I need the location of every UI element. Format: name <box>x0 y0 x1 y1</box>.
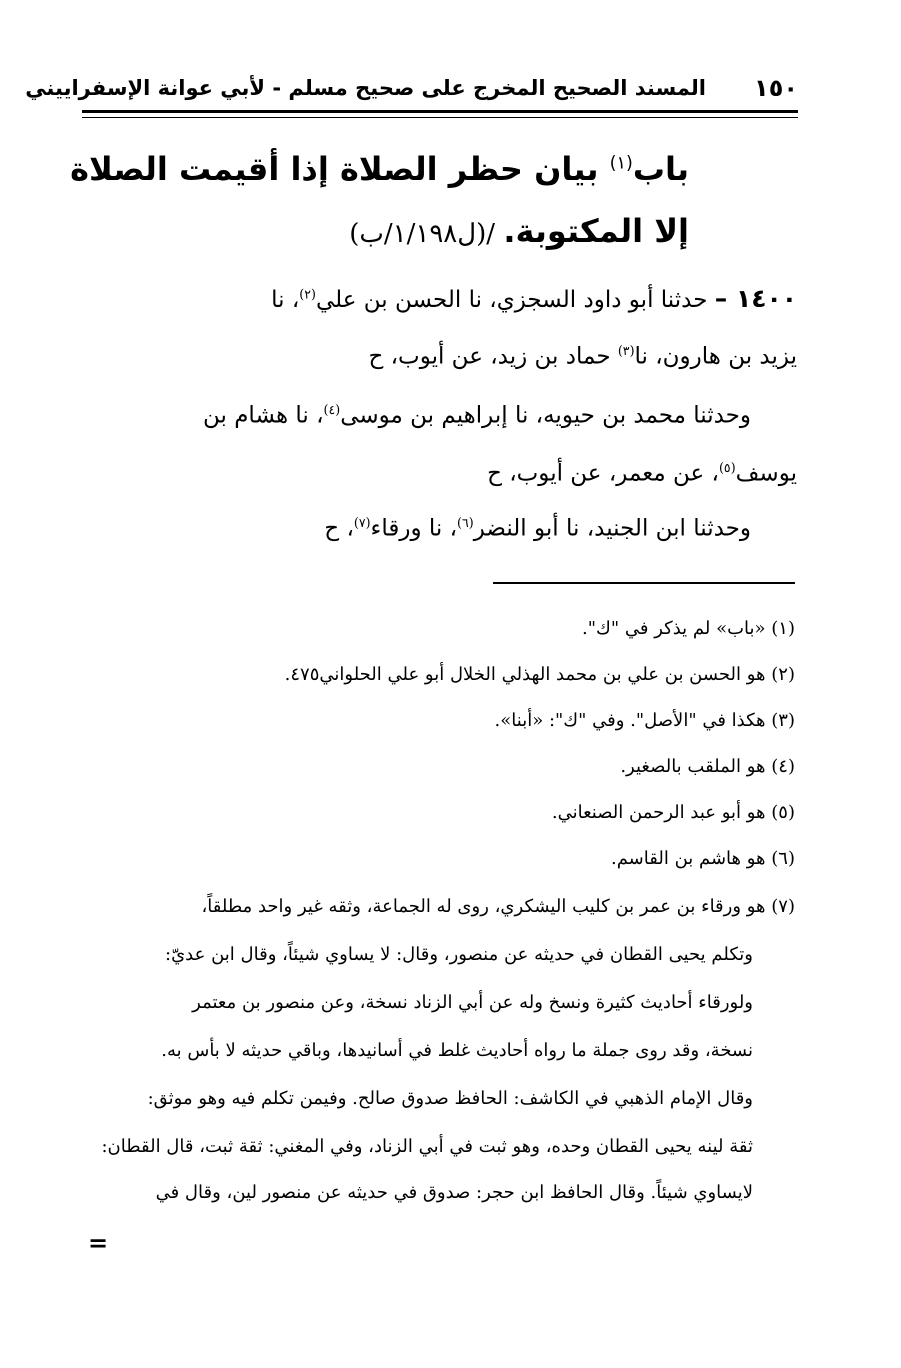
continuation-mark: = <box>88 1228 109 1257</box>
hadith-text: حدثنا أبو داود السجزي، نا الحسن بن علي <box>315 287 708 313</box>
footnote-7-line: وتكلم يحيى القطان في حديثه عن منصور، وقال: لا يساوي شيئاً، وقال ابن عديّ: <box>165 944 753 965</box>
chapter-title-line1 <box>69 150 689 188</box>
hadith-text: وحدثنا ابن الجنيد، نا أبو النضر <box>473 515 751 542</box>
chapter-title-text: بيان حظر الصلاة إذا أقيمت الصلاة <box>70 150 610 188</box>
hadith-line-1 <box>77 284 797 313</box>
footnote-7-line: لايساوي شيئاً. وقال الحافظ ابن حجر: صدوق في حديثه عن منصور لين، وقال في <box>155 1182 753 1203</box>
footnote-7-line: وقال الإمام الذهبي في الكاشف: الحافظ صدوق صالح. وفيمن تكلم فيه وهو موثق: <box>147 1088 753 1109</box>
chapter-bab: باب <box>632 150 689 188</box>
chapter-title-end: إلا المكتوبة. <box>503 212 689 250</box>
footnote-7-line: ثقة لينه يحيى القطان وحده، وهو ثبت في أبي الزناد، وفي المغني: ثقة ثبت، قال القطان: <box>101 1136 753 1157</box>
footnote-7-line: نسخة، وقد روى جملة ما رواه أحاديث غلط في أسانيدها، وباقي حديثه لا بأس به. <box>161 1040 753 1061</box>
page-number: ١٥٠ <box>754 74 798 102</box>
hadith-line-4 <box>77 460 797 487</box>
manuscript-folio: /(ل١/١٩٨/ب) <box>349 219 504 249</box>
footnote-1: (١) «باب» لم يذكر في "ك". <box>582 618 795 639</box>
hadith-text: ، عن معمر، عن أيوب، ح <box>487 460 719 487</box>
footnote-6: (٦) هو هاشم بن القاسم. <box>610 848 795 869</box>
hadith-text: ، ح <box>324 515 354 542</box>
running-header <box>25 72 798 110</box>
hadith-text: حماد بن زيد، عن أيوب، ح <box>368 343 618 370</box>
footnote-ref: (٤) <box>323 402 341 417</box>
hadith-line-3 <box>31 402 751 429</box>
hadith-text: ، نا <box>271 287 300 313</box>
footnote-ref: (١) <box>609 153 633 174</box>
footnote-ref: (٣) <box>617 343 635 358</box>
footnote-7-line: ولورقاء أحاديث كثيرة ونسخ وله عن أبي الزناد نسخة، وعن منصور بن معتمر <box>192 992 753 1013</box>
header-rule-thick <box>82 110 798 113</box>
footnote-7: (٧) هو ورقاء بن عمر بن كليب اليشكري، روى له الجماعة، وثقه غير واحد مطلقاً، <box>201 896 795 917</box>
footnote-4: (٤) هو الملقب بالصغير. <box>620 756 795 777</box>
footnote-ref: (٥) <box>718 460 736 475</box>
hadith-line-2 <box>77 343 797 370</box>
hadith-text: وحدثنا محمد بن حيويه، نا إبراهيم بن موسى <box>340 402 751 429</box>
running-title: المسند الصحيح المخرج على صحيح مسلم - لأبي عوانة الإسفراييني <box>25 76 706 100</box>
hadith-text: ، نا هشام بن <box>202 402 324 429</box>
hadith-number: ١٤٠٠ – <box>714 284 797 313</box>
hadith-text: ، نا ورقاء <box>370 515 458 542</box>
hadith-line-5 <box>31 515 751 542</box>
footnote-separator <box>493 582 795 584</box>
footnote-3: (٣) هكذا في "الأصل". وفي "ك": «أبنا». <box>494 710 795 731</box>
hadith-text: يزيد بن هارون، نا <box>634 343 797 370</box>
footnote-2: (٢) هو الحسن بن علي بن محمد الهذلي الخلال أبو علي الحلواني٤٧٥. <box>284 664 795 685</box>
header-rule-thin <box>82 117 798 118</box>
footnote-ref: (٧) <box>353 515 371 530</box>
chapter-title-line2 <box>69 212 689 250</box>
hadith-text: يوسف <box>735 460 797 487</box>
footnote-ref: (٦) <box>457 515 474 530</box>
footnote-5: (٥) هو أبو عبد الرحمن الصنعاني. <box>551 802 795 823</box>
footnote-ref: (٢) <box>299 286 316 302</box>
